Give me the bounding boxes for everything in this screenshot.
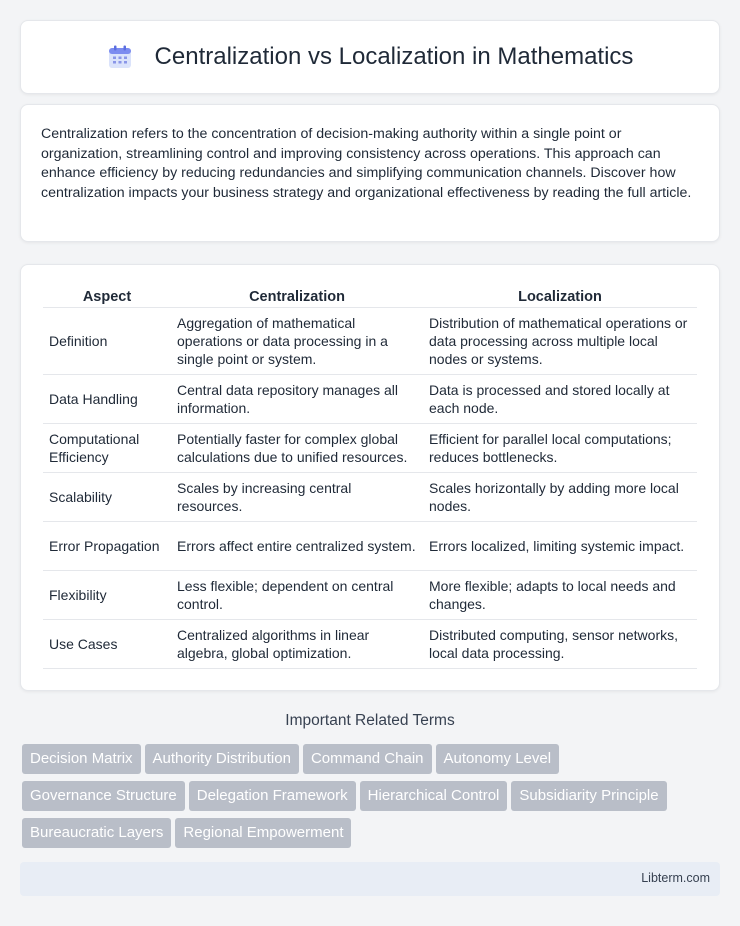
table-row [43,308,697,375]
intro-text: Centralization refers to the concentration of decision-making authority within a single point or organization, streamlining control and improving consistency across operations. This approach can enhance efficiency by reducing redundancies and simplifying communication channels. Discover how centralization impacts your business strategy and organizational effectiveness by reading the full article. [41,126,692,201]
table-header-row [43,285,697,308]
header-card [20,20,720,94]
related-terms-title: Important Related Terms [285,712,455,729]
comparison-table [43,285,697,669]
table-row [43,522,697,571]
table-cell: Error Propagation [43,522,171,571]
table-cell: Computational Efficiency [43,424,171,473]
table-row [43,424,697,473]
table-cell: Definition [43,308,171,375]
table-cell: Flexibility [43,571,171,620]
table-cell: Distributed computing, sensor networks, local data processing. [423,620,697,669]
term-tag[interactable]: Subsidiarity Principle [511,781,666,811]
table-cell: Central data repository manages all information. [171,375,423,424]
term-tag[interactable]: Bureaucratic Layers [22,818,171,848]
table-row [43,571,697,620]
table-row [43,620,697,669]
column-header: Localization [423,285,697,308]
table-cell: Less flexible; dependent on central control. [171,571,423,620]
term-tag[interactable]: Delegation Framework [189,781,356,811]
table-row [43,375,697,424]
table-cell: Distribution of mathematical operations or data processing across multiple local nodes or systems. [423,308,697,375]
comparison-table-card [20,264,720,691]
table-cell: More flexible; adapts to local needs and changes. [423,571,697,620]
column-header: Aspect [43,285,171,308]
table-cell: Scales by increasing central resources. [171,473,423,522]
table-cell: Errors affect entire centralized system. [171,522,423,571]
table-cell: Errors localized, limiting systemic impact. [423,522,697,571]
table-cell: Potentially faster for complex global calculations due to unified resources. [171,424,423,473]
footer [20,862,720,896]
table-cell: Data Handling [43,375,171,424]
term-tag[interactable]: Regional Empowerment [175,818,351,848]
table-cell: Centralized algorithms in linear algebra, global optimization. [171,620,423,669]
page-title: Centralization vs Localization in Mathematics [154,43,634,70]
table-cell: Scalability [43,473,171,522]
table-cell: Aggregation of mathematical operations or data processing in a single point or system. [171,308,423,375]
term-tag[interactable]: Authority Distribution [145,744,299,774]
table-cell: Data is processed and stored locally at each node. [423,375,697,424]
term-tag[interactable]: Autonomy Level [436,744,560,774]
term-tag[interactable]: Governance Structure [22,781,185,811]
footer-link[interactable]: Libterm.com [641,871,710,885]
table-cell: Use Cases [43,620,171,669]
term-tag[interactable]: Hierarchical Control [360,781,508,811]
column-header: Centralization [171,285,423,308]
term-tag[interactable]: Command Chain [303,744,432,774]
calendar-icon [107,44,133,70]
related-terms-list [22,744,722,855]
table-cell: Scales horizontally by adding more local nodes. [423,473,697,522]
table-cell: Efficient for parallel local computations; reduces bottlenecks. [423,424,697,473]
table-row [43,473,697,522]
term-tag[interactable]: Decision Matrix [22,744,141,774]
intro-card [20,104,720,242]
